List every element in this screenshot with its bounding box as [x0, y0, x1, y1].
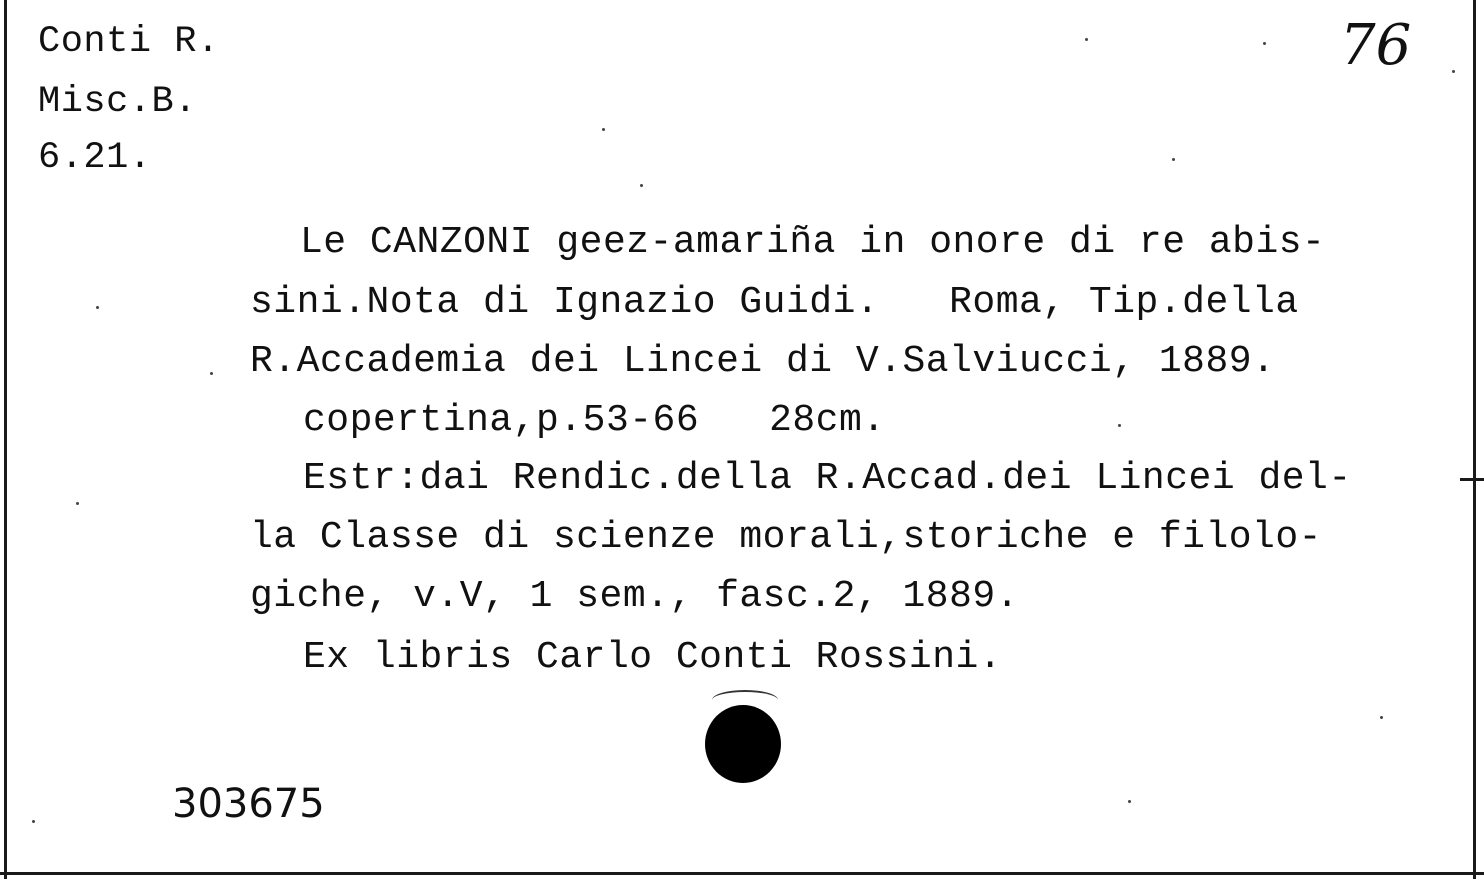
entry-line-6: la Classe di scienze morali,storiche e filolo-: [250, 516, 1322, 559]
card-bottom-edge: [0, 872, 1484, 875]
speck: [1263, 42, 1266, 45]
punch-hole: [705, 705, 781, 783]
call-number-line-2: Misc.B.: [38, 81, 197, 123]
speck: [210, 372, 213, 375]
accession-number: 303675: [172, 781, 325, 827]
speck: [1085, 38, 1088, 41]
speck: [1172, 158, 1175, 161]
call-number-line-3: 6.21.: [38, 137, 152, 179]
entry-line-4: copertina,p.53-66 28cm.: [303, 399, 886, 442]
speck: [1452, 70, 1455, 73]
entry-line-1: Le CANZONI geez-amariña in onore di re abis-: [300, 221, 1326, 264]
entry-line-8: Ex libris Carlo Conti Rossini.: [303, 636, 1003, 679]
speck: [602, 128, 605, 131]
speck: [1118, 424, 1121, 427]
speck: [96, 306, 99, 309]
card-right-edge: [1473, 0, 1476, 879]
speck: [640, 184, 643, 187]
card-left-edge: [4, 0, 7, 879]
entry-line-5: Estr:dai Rendic.della R.Accad.dei Lincei del-: [303, 457, 1352, 500]
entry-line-3: R.Accademia dei Lincei di V.Salviucci, 1889.: [250, 340, 1276, 383]
entry-line-7: giche, v.V, 1 sem., fasc.2, 1889.: [250, 575, 1020, 618]
speck: [1380, 716, 1383, 719]
speck: [1128, 800, 1131, 803]
card-edge-mark: [1460, 478, 1484, 481]
speck: [32, 820, 35, 823]
call-number-line-1: Conti R.: [38, 21, 220, 63]
handwritten-shelf-number: 76: [1340, 13, 1412, 78]
entry-line-2: sini.Nota di Ignazio Guidi. Roma, Tip.della: [250, 281, 1299, 324]
speck: [76, 502, 79, 505]
